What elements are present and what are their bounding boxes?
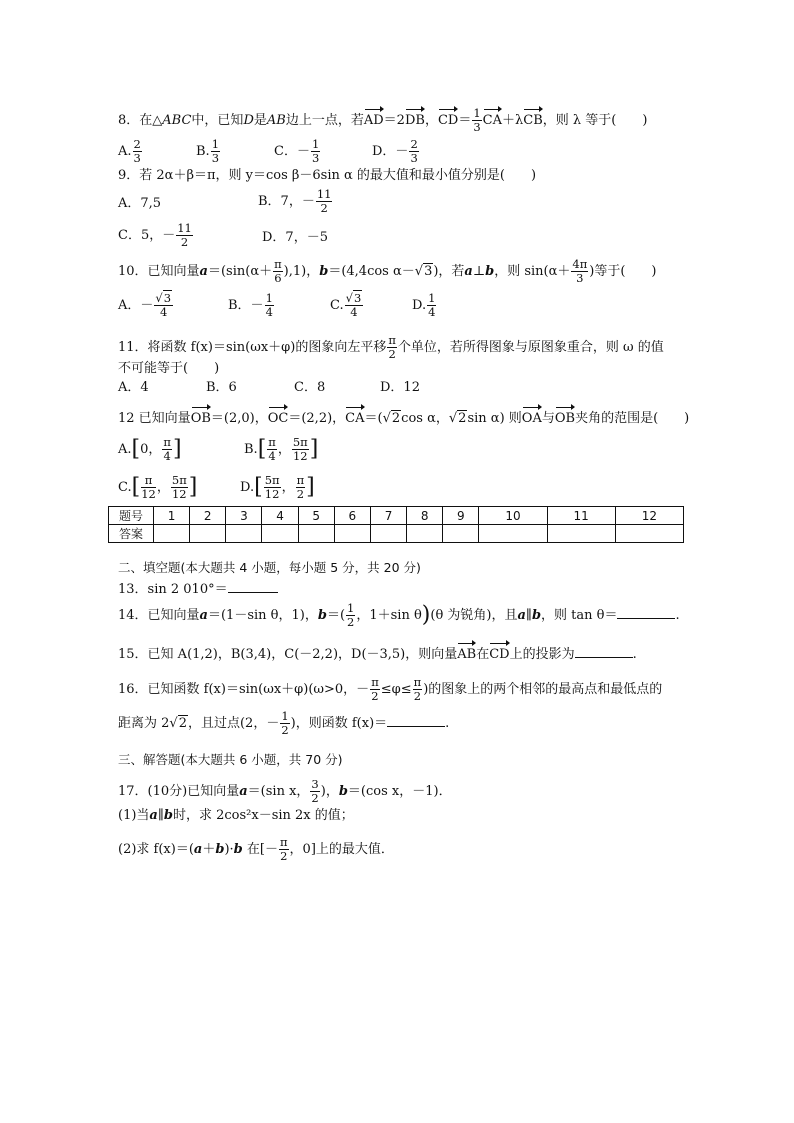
question-10: 10．已知向量a＝(sin(α＋ $\frac{\pi}{6}$ ),1)，b＝(4,4cos α－√3)，若a⊥b，则 sin(α＋ $\frac{4\pi}{3}$ )等于( ) xyxy=(118,257,657,285)
answer-blank[interactable] xyxy=(617,606,675,619)
question-15: 15．已知 A(1,2)，B(3,4)，C(－2,2)，D(－3,5)，则向量AB在CD上的投影为 . xyxy=(118,640,637,663)
vector-cb: CB xyxy=(523,106,543,129)
answer-cell[interactable] xyxy=(262,525,298,543)
question-17: 17．(10分)已知向量a＝(sin x， $\frac{3}{2}$ )，b＝(cos x，－1)． xyxy=(118,777,452,805)
q11-option-d: D．12 xyxy=(380,380,420,395)
q9-option-d: D．7，－5 xyxy=(262,230,328,245)
table-row xyxy=(109,525,684,543)
question-12: 12 已知向量OB＝(2,0)，OC＝(2,2)，CA＝(√2cos α，√2sin α) 则OA与OB夹角的范围是( ) xyxy=(118,404,689,427)
q11-option-b: B．6 xyxy=(206,380,237,395)
question-17-part-2: (2)求 f(x)＝(a＋b)·b 在[－ $\frac{\pi}{2}$ ，0]上的最大值． xyxy=(118,835,394,863)
q9-option-c: C．5，－ $\frac{11}{2}$ xyxy=(118,221,192,249)
question-9: 9．若 2α＋β＝π，则 y＝cos β－6sin α 的最大值和最小值分别是( ) xyxy=(118,168,537,183)
question-16-line2: 距离为 2√2，且过点(2，－ $\frac{1}{2}$ )，则函数 f(x)＝ . xyxy=(118,709,450,737)
question-17-part-1: (1)当a∥b时，求 2cos²x－sin 2x 的值； xyxy=(118,808,354,823)
vector-ad: AD xyxy=(364,106,384,129)
question-16: 16．已知函数 f(x)＝sin(ωx＋φ)(ω>0，－ $\frac{\pi}{2}$ ≤φ≤ $\frac{\pi}{2}$ )的图象上的两个相邻的最高点和最低点的 xyxy=(118,675,663,703)
q10-option-b: B．－ $\frac{1}{4}$ xyxy=(228,291,273,319)
answer-cell[interactable] xyxy=(226,525,262,543)
table-row: 题号 1 2 3 4 5 6 7 8 9 10 11 12 xyxy=(109,507,684,525)
section-heading-fill-in: 二、填空题(本大题共 4 小题，每小题 5 分，共 20 分) xyxy=(118,560,421,575)
q8-option-d: D．－ $\frac{2}{3}$ xyxy=(372,137,418,165)
q12-option-d: D.[ $\frac{5\pi}{12}$ ， $\frac{\pi}{2}$ ] xyxy=(240,473,315,501)
table-header-cell: 题号 xyxy=(109,507,154,525)
q8-option-a: A. $\frac{2}{3}$ xyxy=(118,137,141,165)
vector-db: DB xyxy=(405,106,425,129)
q12-option-a: A.[0， $\frac{\pi}{4}$ ] xyxy=(118,435,182,463)
answer-blank[interactable] xyxy=(387,714,445,727)
answer-blank[interactable] xyxy=(228,580,278,593)
q11-option-c: C．8 xyxy=(294,380,326,395)
table-header-cell: 答案 xyxy=(109,525,154,543)
question-14: 14．已知向量a＝(1－sin θ，1)，b＝( $\frac{1}{2}$ ，1＋sin θ)(θ 为锐角)，且a∥b，则 tan θ＝ . xyxy=(118,601,680,629)
question-13: 13．sin 2 010°＝ xyxy=(118,580,278,598)
q12-option-c: C.[ $\frac{\pi}{12}$ ， $\frac{5\pi}{12}$ ] xyxy=(118,473,198,501)
question-11: 11．将函数 f(x)＝sin(ωx＋φ)的图象向左平移 $\frac{\pi}{2}$ 个单位，若所得图象与原图象重合，则 ω 的值 xyxy=(118,333,664,361)
answer-cell[interactable] xyxy=(407,525,443,543)
answer-cell[interactable] xyxy=(479,525,547,543)
q9-option-a: A．7,5 xyxy=(118,196,162,211)
answer-cell[interactable] xyxy=(443,525,479,543)
answer-table xyxy=(108,506,684,543)
question-8: 8．在△ABC中，已知D是AB边上一点，若AD＝2DB，CD＝ $\frac{1}{3}$ CA＋λCB，则 λ 等于( ) xyxy=(118,106,648,134)
vector-ca: CA xyxy=(483,106,502,129)
fraction: $\frac{1}{3}$ xyxy=(473,106,481,134)
answer-cell[interactable] xyxy=(154,525,190,543)
answer-cell[interactable] xyxy=(190,525,226,543)
answer-cell[interactable] xyxy=(370,525,406,543)
vector-cd: CD xyxy=(438,106,458,129)
question-11-line2: 不可能等于( ) xyxy=(118,361,220,376)
q11-option-a: A．4 xyxy=(118,380,149,395)
q9-option-b: B．7，－ $\frac{11}{2}$ xyxy=(258,187,332,215)
q8-option-b: B. $\frac{1}{3}$ xyxy=(196,137,220,165)
answer-cell[interactable] xyxy=(547,525,615,543)
q8-option-c: C．－ $\frac{1}{3}$ xyxy=(274,137,320,165)
answer-blank[interactable] xyxy=(575,645,633,658)
q10-option-c: C. $\frac{√3}{4}$ xyxy=(330,291,362,319)
section-heading-solve: 三、解答题(本大题共 6 小题，共 70 分) xyxy=(118,752,343,767)
answer-cell[interactable] xyxy=(298,525,334,543)
answer-cell[interactable] xyxy=(334,525,370,543)
q10-option-d: D. $\frac{1}{4}$ xyxy=(412,291,436,319)
q12-option-b: B.[ $\frac{\pi}{4}$ ， $\frac{5\pi}{12}$ ] xyxy=(244,435,319,463)
q10-option-a: A．－ $\frac{√3}{4}$ xyxy=(118,291,172,319)
answer-cell[interactable] xyxy=(615,525,683,543)
